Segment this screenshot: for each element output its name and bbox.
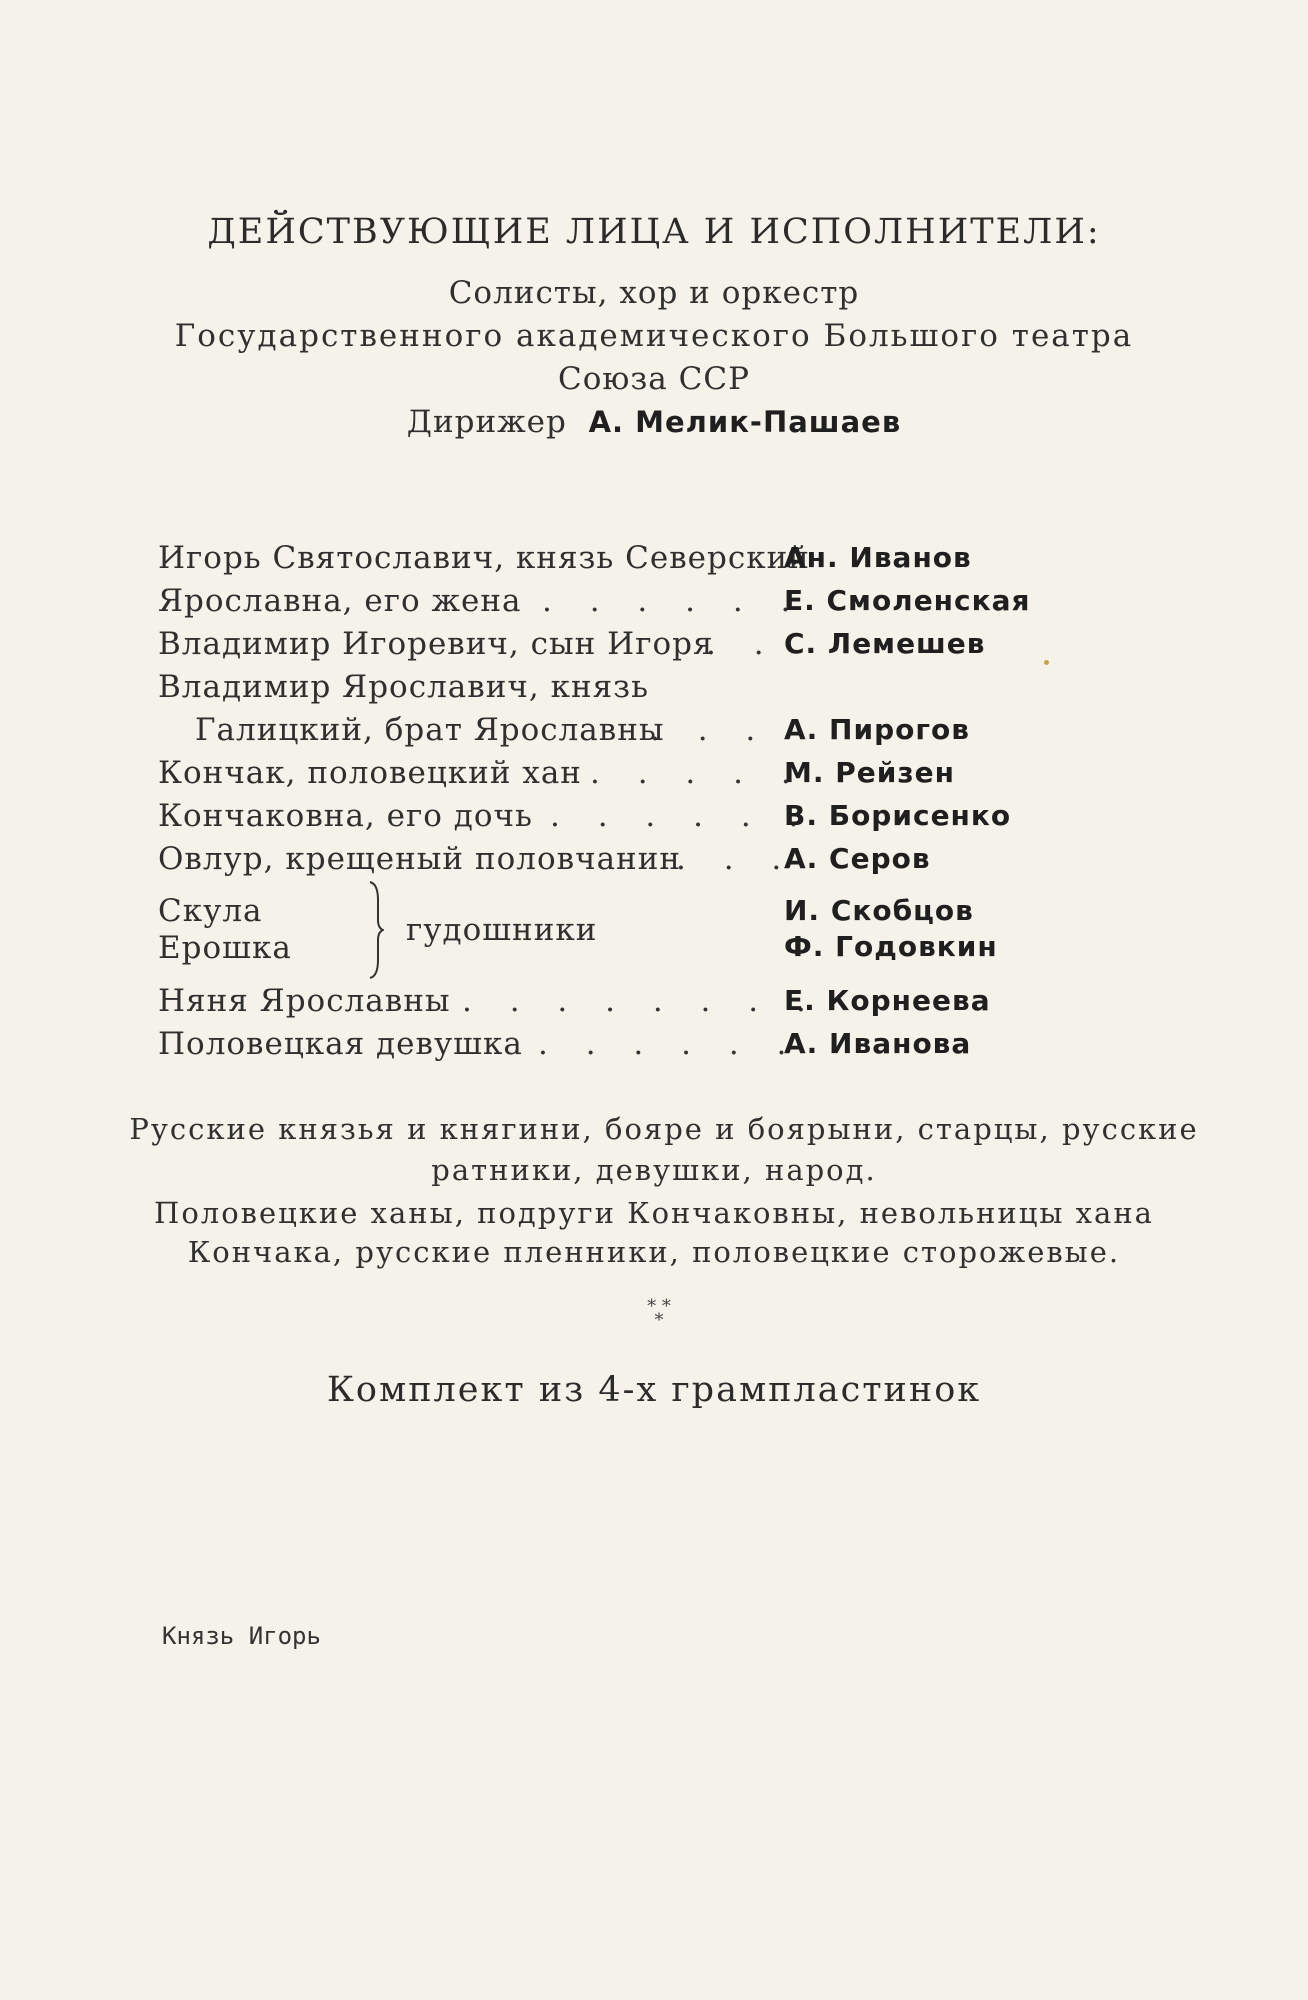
group-brace	[366, 880, 384, 980]
page-title: ДЕЙСТВУЮЩИЕ ЛИЦА И ИСПОЛНИТЕЛИ:	[207, 212, 1101, 252]
ensemble-text: ратники, девушки, народ.	[431, 1153, 877, 1187]
dot-leader: . . . . .	[590, 755, 805, 791]
performer-nyanya: Е. Корнеева	[784, 984, 991, 1017]
dot-leader: . . . . . .	[550, 798, 813, 834]
asterism-ornament: * * *	[647, 1296, 671, 1331]
dot-leader: . .	[706, 626, 778, 662]
dot-leader: . . . . . .	[542, 583, 805, 619]
role-konchakovna: Кончаковна, его дочь	[158, 798, 533, 834]
set-note: Комплект из 4-х грампластинок	[326, 1370, 982, 1410]
ensemble-line: Солисты, хор и оркестр	[448, 275, 860, 311]
ensemble-text: Русские князья и княгини, бояре и боярыни, старцы, русские	[129, 1112, 1199, 1146]
role-yaroslavna: Ярославна, его жена	[158, 583, 522, 619]
dot-leader: . . .	[650, 712, 770, 748]
role-skula: Скула	[158, 893, 263, 929]
ensemble-text: Половецкие ханы, подруги Кончаковны, невольницы хана	[154, 1196, 1154, 1230]
ensemble-text: Кончака, русские пленники, половецкие сторожевые.	[187, 1235, 1121, 1269]
performer-yaroslavna: Е. Смоленская	[784, 584, 1031, 617]
country-line: Союза ССР	[558, 361, 750, 397]
performer-galitsky: А. Пирогов	[784, 713, 970, 746]
performer-igor: Ан. Иванов	[784, 541, 972, 574]
performer-polovtsian-girl: А. Иванова	[784, 1027, 972, 1060]
performer-eroshka: Ф. Годовкин	[784, 930, 998, 963]
dot-leader: . . .	[676, 841, 796, 877]
dot-leader: . . . . . .	[538, 1026, 801, 1062]
performer-skula: И. Скобцов	[784, 894, 974, 927]
role-eroshka: Ерошка	[158, 930, 292, 966]
performer-vladimir-igorevich: С. Лемешев	[784, 627, 986, 660]
role-polovtsian-girl: Половецкая девушка	[158, 1026, 523, 1062]
footer-title: Князь Игорь	[162, 1622, 321, 1650]
conductor-label: Дирижер	[406, 404, 567, 440]
role-igor: Игорь Святославич, князь Северский	[158, 540, 810, 576]
conductor-line	[0, 404, 1308, 440]
role-ovlur: Овлур, крещеный половчанин	[158, 841, 682, 877]
performer-konchak: М. Рейзен	[784, 756, 955, 789]
role-konchak: Кончак, половецкий хан	[158, 755, 582, 791]
role-nyanya: Няня Ярославны	[158, 983, 451, 1019]
paper-speck	[1044, 660, 1049, 665]
role-vladimir-yaroslavich: Владимир Ярославич, князь	[158, 669, 649, 705]
performer-ovlur: А. Серов	[784, 842, 931, 875]
dot-leader: . . . . . . . .	[462, 983, 820, 1019]
performer-konchakovna: В. Борисенко	[784, 799, 1012, 832]
role-galitsky: Галицкий, брат Ярославны	[195, 712, 665, 748]
conductor-name: А. Мелик-Пашаев	[588, 405, 902, 439]
role-vladimir-igorevich: Владимир Игоревич, сын Игоря	[158, 626, 714, 662]
theatre-line: Государственного академического Большого театра	[174, 318, 1134, 354]
group-label: гудошники	[406, 912, 598, 948]
